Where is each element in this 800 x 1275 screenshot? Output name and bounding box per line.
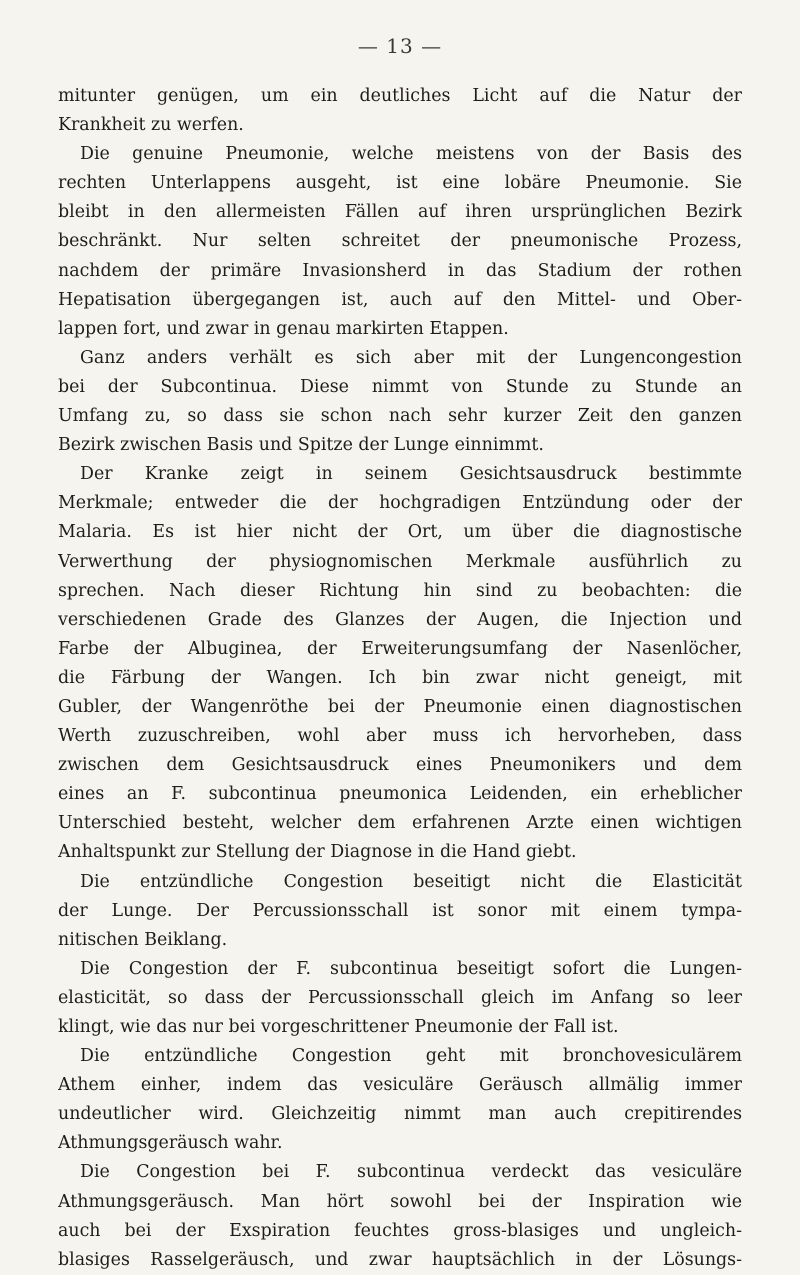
text-line: der Lunge. Der Percussionsschall ist sonor mit einem tympa- xyxy=(58,900,742,921)
text-line: nachdem der primäre Invasionsherd in das Stadium der rothen xyxy=(58,260,742,281)
text-line: Merkmale; entweder die der hochgradigen Entzündung oder der xyxy=(58,493,742,514)
text-line: Gubler, der Wangenröthe bei der Pneumonie einen diagnostischen xyxy=(58,696,742,717)
body-text xyxy=(58,82,742,1275)
text-line: Farbe der Albuginea, der Erweiterungsumfang der Nasenlöcher, xyxy=(58,638,742,659)
text-line: Athem einher, indem das vesiculäre Geräusch allmälig immer xyxy=(58,1075,742,1096)
text-line: klingt, wie das nur bei vorgeschrittener Pneumonie der Fall ist. xyxy=(58,1017,619,1037)
text-line: Hepatisation übergegangen ist, auch auf den Mittel- und Ober- xyxy=(58,289,742,310)
text-line: Die genuine Pneumonie, welche meistens von der Basis des xyxy=(80,144,742,165)
text-line: sprechen. Nach dieser Richtung hin sind zu beobachten: die xyxy=(58,580,742,601)
text-line: lappen fort, und zwar in genau markirten Etappen. xyxy=(58,318,509,339)
text-line: auch bei der Exspiration feuchtes gross-blasiges und ungleich- xyxy=(58,1220,742,1241)
text-line: Athmungsgeräusch. Man hört sowohl bei der Inspiration wie xyxy=(58,1191,742,1212)
text-line: Ganz anders verhält es sich aber mit der Lungencongestion xyxy=(80,347,742,368)
text-line: Der Kranke zeigt in seinem Gesichtsausdruck bestimmte xyxy=(80,464,742,485)
text-line: Krankheit zu werfen. xyxy=(58,115,244,136)
text-line: Malaria. Es ist hier nicht der Ort, um über die diagnostische xyxy=(58,522,742,543)
text-line: nitischen Beiklang. xyxy=(58,929,228,950)
text-line: eines an F. subcontinua pneumonica Leidenden, ein erheblicher xyxy=(58,784,742,805)
text-line: die Färbung der Wangen. Ich bin zwar nicht geneigt, mit xyxy=(58,667,742,688)
text-line: verschiedenen Grade des Glanzes der Augen, die Injection und xyxy=(58,609,742,630)
text-line: zwischen dem Gesichtsausdruck eines Pneumonikers und dem xyxy=(58,755,742,776)
text-line: Umfang zu, so dass sie schon nach sehr kurzer Zeit den ganzen xyxy=(58,406,742,427)
text-line: mitunter genügen, um ein deutliches Licht auf die Natur der xyxy=(58,86,742,106)
text-line: Die Congestion der F. subcontinua beseitigt sofort die Lungen- xyxy=(80,958,742,979)
text-line: Unterschied besteht, welcher dem erfahrenen Arzte einen wichtigen xyxy=(58,813,742,834)
text-line: undeutlicher wird. Gleichzeitig nimmt man auch crepitirendes xyxy=(58,1104,742,1125)
text-line: Bezirk zwischen Basis und Spitze der Lunge einnimmt. xyxy=(58,435,544,456)
text-line: rechten Unterlappens ausgeht, ist eine lobäre Pneumonie. Sie xyxy=(58,173,742,194)
text-line: Die Congestion bei F. subcontinua verdeckt das vesiculäre xyxy=(80,1162,742,1183)
text-line: blasiges Rasselgeräusch, und zwar hauptsächlich in der Lösungs- xyxy=(58,1249,742,1270)
text-line: Athmungsgeräusch wahr. xyxy=(58,1133,283,1154)
text-line: bei der Subcontinua. Diese nimmt von Stunde zu Stunde an xyxy=(58,376,742,397)
text-line: Verwerthung der physiognomischen Merkmale ausführlich zu xyxy=(58,551,742,572)
text-line: elasticität, so dass der Percussionsschall gleich im Anfang so leer xyxy=(58,987,742,1008)
text-line: Werth zuzuschreiben, wohl aber muss ich hervorheben, dass xyxy=(58,726,742,747)
page-number: — 13 — xyxy=(357,34,443,58)
text-line: Die entzündliche Congestion beseitigt nicht die Elasticität xyxy=(80,871,742,892)
text-line: Die entzündliche Congestion geht mit bronchovesiculärem xyxy=(80,1046,742,1067)
text-line: Anhaltspunkt zur Stellung der Diagnose in die Hand giebt. xyxy=(58,842,577,863)
text-line: bleibt in den allermeisten Fällen auf ihren ursprünglichen Bezirk xyxy=(58,202,742,223)
text-line: beschränkt. Nur selten schreitet der pneumonische Prozess, xyxy=(58,231,742,252)
